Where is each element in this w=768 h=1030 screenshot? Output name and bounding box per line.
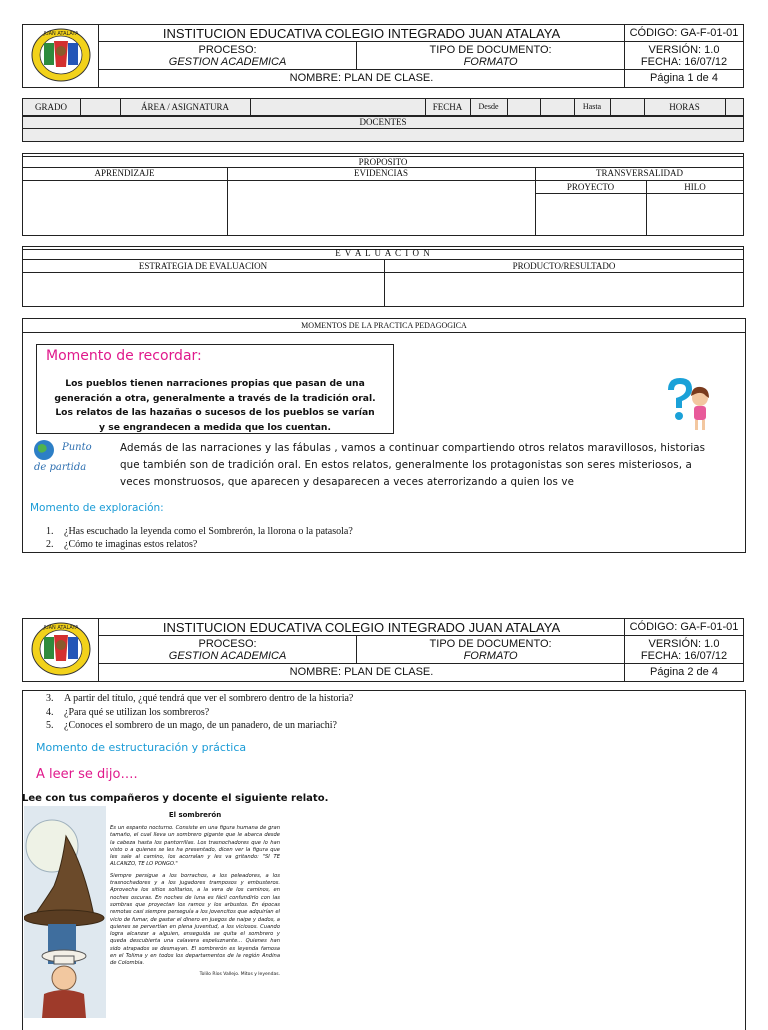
evidencias-header: EVIDENCIAS [354,168,408,178]
list-item: 3. A partir del título, ¿qué tendrá que ver el sombrero dentro de la historia? [46,693,354,704]
story-source: Tolilo Ríos Vallejo. Mitos y leyendas. [199,971,280,977]
school-logo-cell [23,619,99,682]
list-item: 2. ¿Cómo te imaginas estos relatos? [46,539,198,550]
plan-name: NOMBRE: PLAN DE CLASE. [99,664,625,682]
exploracion-title: Momento de exploración: [30,502,164,514]
transversalidad-header: TRANSVERSALIDAD [595,168,683,178]
institution-name: INSTITUCION EDUCATIVA COLEGIO INTEGRADO JUAN ATALAYA [99,619,625,636]
question-list-page1 [46,525,353,551]
page-number: Página 1 de 4 [625,70,744,88]
process-cell [99,42,357,70]
version-cell [625,636,744,664]
school-crest-icon [30,621,92,677]
area-label: ÁREA / ASIGNATURA [140,102,229,112]
document-code: CÓDIGO: GA-F-01-01 [625,619,744,636]
sombreron-illustration [24,806,106,1018]
date-text: FECHA: 16/07/12 [640,55,728,68]
story-text-block [110,811,280,977]
version-cell [625,42,744,70]
story-paragraph-1: Es un espanto nocturno. Consiste en una figura humana de gran tamaño, el cual lleva un sombrero gigante que le abarca desde la cabeza hasta los pantorrillas. Los trasnochadores que lo han visto o a quienes se les ha presentado, dicen ver la figura que les sale al camino, los acorralan y les va gritando: "SI TE ALCANZO, TE LO PONGO." [110,825,280,868]
proposito-title: PROPOSITO [358,157,408,167]
document-code: CÓDIGO: GA-F-01-01 [625,25,744,42]
date-text: FECHA: 16/07/12 [640,649,728,662]
doc-type-label: TIPO DE DOCUMENTO: [429,637,552,650]
producto-header: PRODUCTO/RESULTADO [512,261,616,271]
school-logo-cell [23,25,99,88]
school-crest-icon [30,27,92,83]
doc-type-value: FORMATO [463,649,518,662]
grado-label: GRADO [34,102,67,112]
list-item: 4. ¿Para qué se utilizan los sombreros? [46,706,210,718]
process-label: PROCESO: [198,43,257,56]
hasta-label: Hasta [582,102,602,111]
aprendizaje-header: APRENDIZAJE [94,168,155,178]
leer-instruction: Lee con tus compañeros y docente el siguiente relato. [22,793,329,804]
question-girl-icon [662,376,714,434]
proyecto-header: PROYECTO [566,182,615,192]
version-text: VERSIÓN: 1.0 [648,43,720,56]
document-header-page2 [22,618,744,682]
horas-label: HORAS [669,102,700,112]
estructuracion-title: Momento de estructuración y práctica [36,741,247,754]
process-label: PROCESO: [198,637,257,650]
logo-text: JUAN ATALAYA [42,30,79,37]
recordar-title: Momento de recordar: [46,348,202,364]
desde-label: Desde [478,102,499,111]
docentes-label: DOCENTES [359,117,407,127]
list-item: 1. ¿Has escuchado la leyenda como el Sombrerón, la llorona o la patasola? [46,526,353,537]
recordar-text: Los pueblos tienen narraciones propias que pasan de una generación a otra, generalmente a través de la tradición oral. Los relatos de las hazañas o sucesos de los pueblos se varían y se engrandecen a medida que los cuentan. [54,378,376,433]
document-header-page1 [22,24,744,88]
svg-text:Punto: Punto [62,442,92,453]
process-cell [99,636,357,664]
doc-type-cell [357,636,625,664]
doc-type-cell [357,42,625,70]
plan-name: NOMBRE: PLAN DE CLASE. [99,70,625,88]
doc-type-label: TIPO DE DOCUMENTO: [429,43,552,56]
fecha-label: FECHA [432,102,463,112]
story-paragraph-2: Siempre persigue a los borrachos, a los peleadores, a los trasnochadores y a los jugadores tramposos y embusteros. Aprovecha los sitios solitarios, a la vera de los caminos, en noches oscuras. En noches de luna es fácil confundirlo con las sombras que proyectan los ramos y los arbustos. En épocas remotas casi siempre perseguía a los jovencitos que adquirían el vicio de fumar, de gastar el dinero en juegos de naipe y dados, a quienes se pervertían en plena juventud, a los viciosos. Cuando logra alcanzar a alguien, enseguida se quita el sombrero y queda descubierta una calavera espeluznante... Quienes han sido atrapados se desmayan. El sombrerón es leyenda famosa en el Tolima y en todos los departamentos de la región Andina de Colombia. [110,872,280,967]
process-value: GESTION ACADEMICA [168,55,287,68]
doc-type-value: FORMATO [463,55,518,68]
logo-text: JUAN ATALAYA [42,624,79,631]
estrategia-header: ESTRATEGIA DE EVALUACION [138,261,268,271]
process-value: GESTION ACADEMICA [168,649,287,662]
punto-partida-text: Además de las narraciones y las fábulas , vamos a continuar compartiendo otros relatos maravillosos, historias que también son de tradición oral. En estos relatos, generalmente los protagonistas son seres misteriosos, a veces monstruosos, que aparecen y desaparecen a veces aterrorizando a quien los ve [120,442,706,488]
svg-text:de partida: de partida [34,462,87,473]
hilo-header: HILO [684,182,706,192]
momentos-title: MOMENTOS DE LA PRACTICA PEDAGOGICA [301,321,467,330]
institution-name: INSTITUCION EDUCATIVA COLEGIO INTEGRADO JUAN ATALAYA [99,25,625,42]
leer-title: A leer se dijo…. [36,767,138,782]
page-number: Página 2 de 4 [625,664,744,682]
story-title: El sombrerón [168,811,222,819]
evaluacion-title: E V A L U A C I O N [335,248,431,258]
question-list-page2 [46,692,353,733]
version-text: VERSIÓN: 1.0 [648,637,720,650]
punto-de-partida-icon [32,436,94,476]
list-item: 5. ¿Conoces el sombrero de un mago, de un panadero, de un mariachi? [46,720,337,731]
